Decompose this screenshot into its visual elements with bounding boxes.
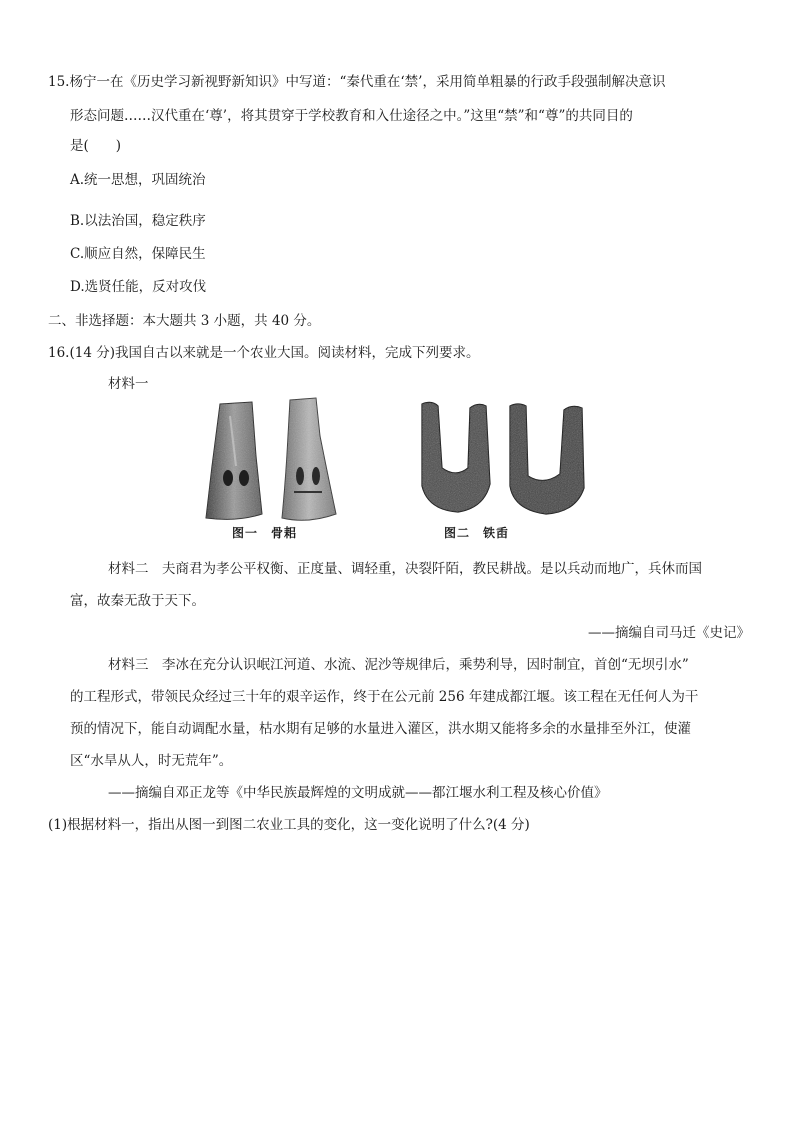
- bone-spade-figure: [190, 396, 390, 526]
- figure-1-caption: 图一 骨耜: [232, 526, 298, 540]
- q15-line3: 是( ): [70, 138, 122, 154]
- q15-line2: 形态问题……汉代重在‘尊’，将其贯穿于学校教育和入仕途径之中。”这里“禁”和“尊”的共同目的: [70, 108, 633, 124]
- material-3-line2: 的工程形式，带领民众经过三十年的艰辛运作，终于在公元前 256 年建成都江堰。该工程在无任何人为干: [70, 689, 699, 705]
- q16-subquestion-1: (1)根据材料一，指出从图一到图二农业工具的变化，这一变化说明了什么?(4 分): [48, 817, 530, 833]
- q15-line1: 15.杨宁一在《历史学习新视野新知识》中写道：“秦代重在‘禁’，采用简单粗暴的行政手段强制解决意识: [48, 74, 666, 90]
- q15-option-c: C.顺应自然，保障民生: [70, 246, 206, 262]
- figure-2-caption: 图二 铁臿: [444, 526, 510, 540]
- material-3-line4: 区“水旱从人，时无荒年”。: [70, 753, 233, 769]
- q15-option-b: B.以法治国，稳定秩序: [70, 213, 206, 229]
- q16-intro: 16.(14 分)我国自古以来就是一个农业大国。阅读材料，完成下列要求。: [48, 345, 480, 361]
- iron-spade-figure: [414, 398, 590, 526]
- material-2-line1: 材料二 夫商君为孝公平权衡、正度量、调轻重，决裂阡陌，教民耕战。是以兵动而地广，兵休而国: [108, 561, 702, 577]
- q15-option-a: A.统一思想，巩固统治: [70, 172, 206, 188]
- material-2-source: ——摘编自司马迁《史记》: [588, 625, 750, 641]
- material-3-source: ——摘编自邓正龙等《中华民族最辉煌的文明成就——都江堰水利工程及核心价值》: [108, 785, 608, 801]
- material-1-label: 材料一: [108, 376, 149, 392]
- material-3-line3: 预的情况下，能自动调配水量，枯水期有足够的水量进入灌区，洪水期又能将多余的水量排至外江，使灌: [70, 721, 691, 737]
- material-2-line2: 富，故秦无敌于天下。: [70, 593, 205, 609]
- q15-option-d: D.选贤任能，反对攻伐: [70, 279, 207, 295]
- material-3-line1: 材料三 李冰在充分认识岷江河道、水流、泥沙等规律后，乘势利导，因时制宜，首创“无坝引水”: [108, 657, 689, 673]
- section-2-heading: 二、非选择题：本大题共 3 小题，共 40 分。: [48, 313, 321, 329]
- material-1-figures: [190, 396, 590, 544]
